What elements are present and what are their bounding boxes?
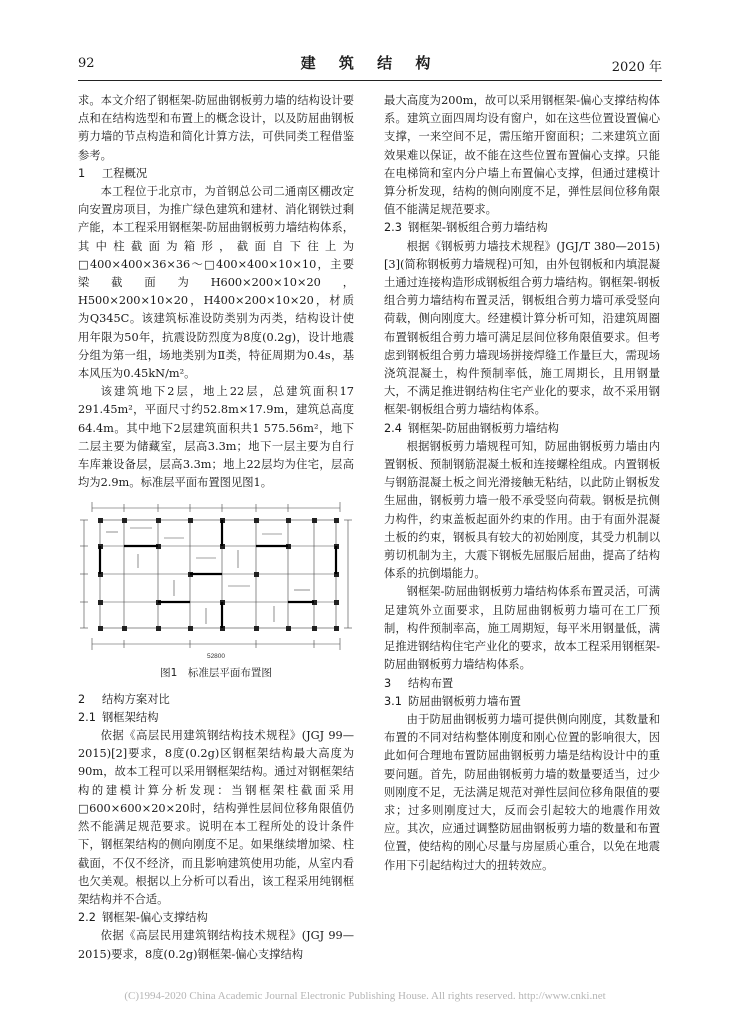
floor-plan-drawing	[78, 498, 354, 660]
publication-year: 2020 年	[611, 60, 662, 75]
section-number: 2.3	[384, 221, 402, 235]
left-column	[78, 92, 354, 964]
paragraph: 本工程位于北京市，为首钢总公司二通南区棚改定向安置房项目，为推广绿色建筑和建材、消化钢铁过剩产能，本工程采用钢框架-防屈曲钢板剪力墙结构体系，其中柱截面为箱形，截面自下往上为□400×400×36×36～□400×400×10×10，主要梁截面为H600×200×10×20，H500×200×10×20，H400×200×10×20，材质为Q345C。该建筑标准设防类别为丙类，结构设计使用年限为50年，抗震设防烈度为8度(0.2g)，设计地震分组为第一组，场地类别为Ⅱ类，特征周期为0.4s，基本风压为0.45kN/m²。	[78, 185, 354, 381]
section-3-heading	[384, 675, 660, 693]
header-rule	[78, 80, 662, 81]
section-number: 2.4	[384, 421, 402, 435]
section-number: 3.1	[384, 694, 402, 708]
journal-title: 建 筑 结 构	[300, 54, 440, 72]
section-2-heading	[78, 691, 354, 709]
section-2-4-heading	[384, 420, 660, 438]
section-title: 结构布置	[408, 676, 454, 690]
figure-caption: 图1 标准层平面布置图	[160, 667, 272, 680]
right-column	[384, 92, 660, 875]
section-1-heading	[78, 165, 354, 183]
paragraph: 最大高度为200m，故可以采用钢框架-偏心支撑结构体系。建筑立面四周均设有窗户，如在这些位置设置偏心支撑，一来空间不足，需压缩开窗面积；二来建筑立面效果难以保证，故不能在这些位置布置偏心支撑。只能在电梯筒和室内分户墙上布置偏心支撑，但通过建模计算分析发现，结构的侧向刚度不足，弹性层间位移角限值不能满足规范要求。	[384, 94, 660, 217]
paragraph: 由于防屈曲钢板剪力墙可提供侧向刚度，其数量和布置的不同对结构整体刚度和刚心位置的影响很大，因此如何合理地布置防屈曲钢板剪力墙是结构设计中的重要问题。首先，防屈曲钢板剪力墙的数量要适当，过少则刚度不足，无法满足规范对弹性层间位移角限值的要求；过多则刚度过大，反而会引起较大的地震作用效应。其次，应通过调整防屈曲钢板剪力墙的数量和布置位置，使结构的刚心尽量与房屋质心重合，以免在地震作用下引起结构过大的扭转效应。	[384, 712, 660, 872]
section-title: 钢框架-防屈曲钢板剪力墙结构	[408, 421, 559, 435]
paragraph: 根据《钢板剪力墙技术规程》(JGJ/T 380—2015)[3](简称钢板剪力墙规程)可知，由外包钢板和内填混凝土通过连接构造形成钢板组合剪力墙结构。钢框架-钢板组合剪力墙结构布置灵活，钢板组合剪力墙可承受竖向荷载，侧向刚度大。经建模计算分析可知，沿建筑周圈布置钢板组合剪力墙可满足层间位移角限值要求。但考虑到钢板组合剪力墙现场拼接焊缝工作量巨大，需现场浇筑混凝土，构件预制率低，施工周期长，且用钢量大，不满足推进钢结构住宅产业化的要求，故不采用钢框架-钢板组合剪力墙结构体系。	[384, 239, 660, 417]
paragraph: 根据钢板剪力墙规程可知，防屈曲钢板剪力墙由内置钢板、预制钢筋混凝土板和连接螺栓组成。内置钢板与钢筋混凝土板之间光滑接触无粘结，以此防止钢板发生屈曲，钢板剪力墙一般不承受竖向荷载。钢板是抗侧力构件，约束盖板起面外约束的作用。由于有面外混凝土板的约束，钢板具有较大的初始刚度，其受力机制以剪切机制为主，大震下钢板先屈服后屈曲，提高了结构体系的抗倒塌能力。	[384, 439, 660, 581]
paragraph: 依据《高层民用建筑钢结构技术规程》(JGJ 99—2015)要求，8度(0.2g)钢框架-偏心支撑结构	[78, 929, 354, 961]
section-number: 1	[78, 166, 86, 180]
section-number: 2	[78, 692, 86, 706]
section-3-1-heading	[384, 693, 660, 711]
page-number: 92	[78, 56, 95, 71]
section-2-3-heading	[384, 219, 660, 237]
paragraph: 依据《高层民用建筑钢结构技术规程》(JGJ 99—2015)[2]要求，8度(0.2g)区钢框架结构最大高度为90m，故本工程可以采用钢框架结构。通过对钢框架结构的建模计算分析发现：当钢框架柱截面采用□600×600×20×20时，结构弹性层间位移角限值仍然不能满足规范要求。说明在本工程所处的设计条件下，钢框架结构的侧向刚度不足。如果继续增加梁、柱截面，不仅不经济，而且影响建筑使用功能，从室内看也欠美观。根据以上分析可以看出，该工程采用纯钢框架结构并不合适。	[78, 729, 354, 906]
section-title: 防屈曲钢板剪力墙布置	[408, 694, 521, 708]
intro-paragraph: 求。本文介绍了钢框架-防屈曲钢板剪力墙的结构设计要点和在结构选型和布置上的概念设计，以及防屈曲钢板剪力墙的节点构造和简化计算方法，可供同类工程借鉴参考。	[78, 94, 354, 162]
section-2-1-heading	[78, 709, 354, 727]
paragraph: 钢框架-防屈曲钢板剪力墙结构体系布置灵活，可满足建筑外立面要求，且防屈曲钢板剪力墙可在工厂预制，构件预制率高，施工周期短，每平米用钢量低，满足推进钢结构住宅产业化的要求，故本工程采用钢框架-防屈曲钢板剪力墙结构体系。	[384, 585, 660, 672]
section-title: 钢框架-钢板组合剪力墙结构	[408, 221, 548, 235]
section-number: 3	[384, 676, 392, 690]
section-title: 结构方案对比	[102, 692, 170, 706]
section-2-2-heading	[78, 909, 354, 927]
section-title: 钢框架结构	[102, 710, 159, 724]
total-dimension-label: 52800	[206, 653, 226, 661]
page-header	[78, 52, 662, 76]
section-title: 钢框架-偏心支撑结构	[102, 911, 208, 925]
section-title: 工程概况	[102, 166, 148, 180]
copyright-footer: (C)1994-2020 China Academic Journal Electronic Publishing House. All rights reserved. http://www.cnki.net	[124, 990, 606, 1002]
paragraph: 该建筑地下2层，地上22层，总建筑面积17 291.45m²，平面尺寸约52.8m×17.9m，建筑总高度64.4m。其中地下2层建筑面积共1 575.56m²，地下二层主要为储藏室，层高3.3m；地下一层主要为自行车库兼设备层，层高3.3m；地上22层均为住宅，层高均为2.9m。标准层平面布置图见图1。	[78, 385, 354, 490]
floor-plan-figure	[78, 498, 354, 660]
section-number: 2.2	[78, 911, 96, 925]
section-number: 2.1	[78, 710, 96, 724]
